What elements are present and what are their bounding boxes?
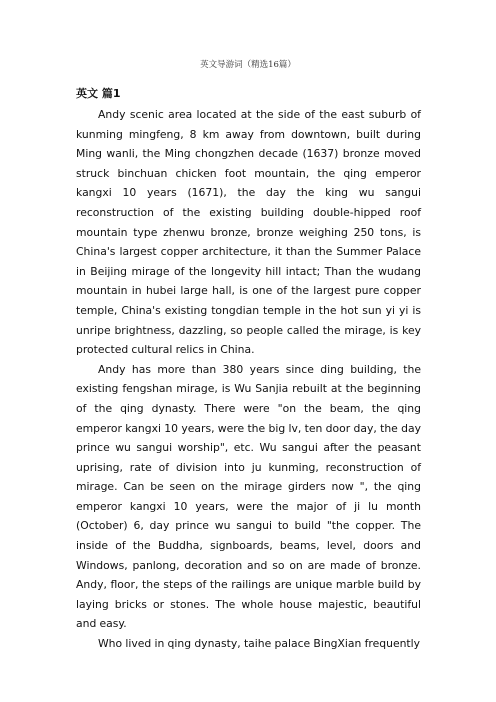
paragraph-2: Andy has more than 380 years since ding building, the existing fengshan mirage, is Wu Sanjia rebuilt at the beginning of the qing dynasty. There were "on the beam, the qing emperor kangxi 10 years, were the big lv, ten door day, the day prince wu sangui worship", etc. Wu sangui after the peasant uprising, rate of division into ju kunming, reconstruction of mirage. Can be seen on the mirage girders now ", the qing emperor kangxi 10 years, were the major of ji lu month (October) 6, day prince wu sangui to build "the copper. The inside of the Buddha, signboards, beams, level, doors and Windows, panlong, decoration and so on are made of bronze. Andy, floor, the steps of the railings are unique marble build by laying bricks or stones. The whole house majestic, beautiful and easy. bbox=[76, 362, 421, 631]
paragraph-3: Who lived in qing dynasty, taihe palace BingXian frequently bbox=[98, 637, 421, 651]
paragraph-1: Andy scenic area located at the side of the east suburb of kunming mingfeng, 8 km away from downtown, built during Ming wanli, the Ming chongzhen decade (1637) bronze moved struck binchuan chicken foot mountain, the qing emperor kangxi 10 years (1671), the day the king wu sangui reconstruction of the existing building double-hipped roof mountain type zhenwu bronze, bronze weighing 250 tons, is China's largest copper architecture, it than the Summer Palace in Beijing mirage of the longevity hill intact; Than the wudang mountain in hubei large hall, is one of the largest pure copper temple, China's existing tongdian temple in the hot sun yi yi is unripe brightness, dazzling, so people called the mirage, is key protected cultural relics in China. bbox=[76, 108, 421, 357]
page-header: 英文导游词（精选16篇） bbox=[200, 60, 296, 70]
document-body bbox=[76, 86, 421, 654]
section-title: 英文 篇1 bbox=[76, 87, 121, 100]
